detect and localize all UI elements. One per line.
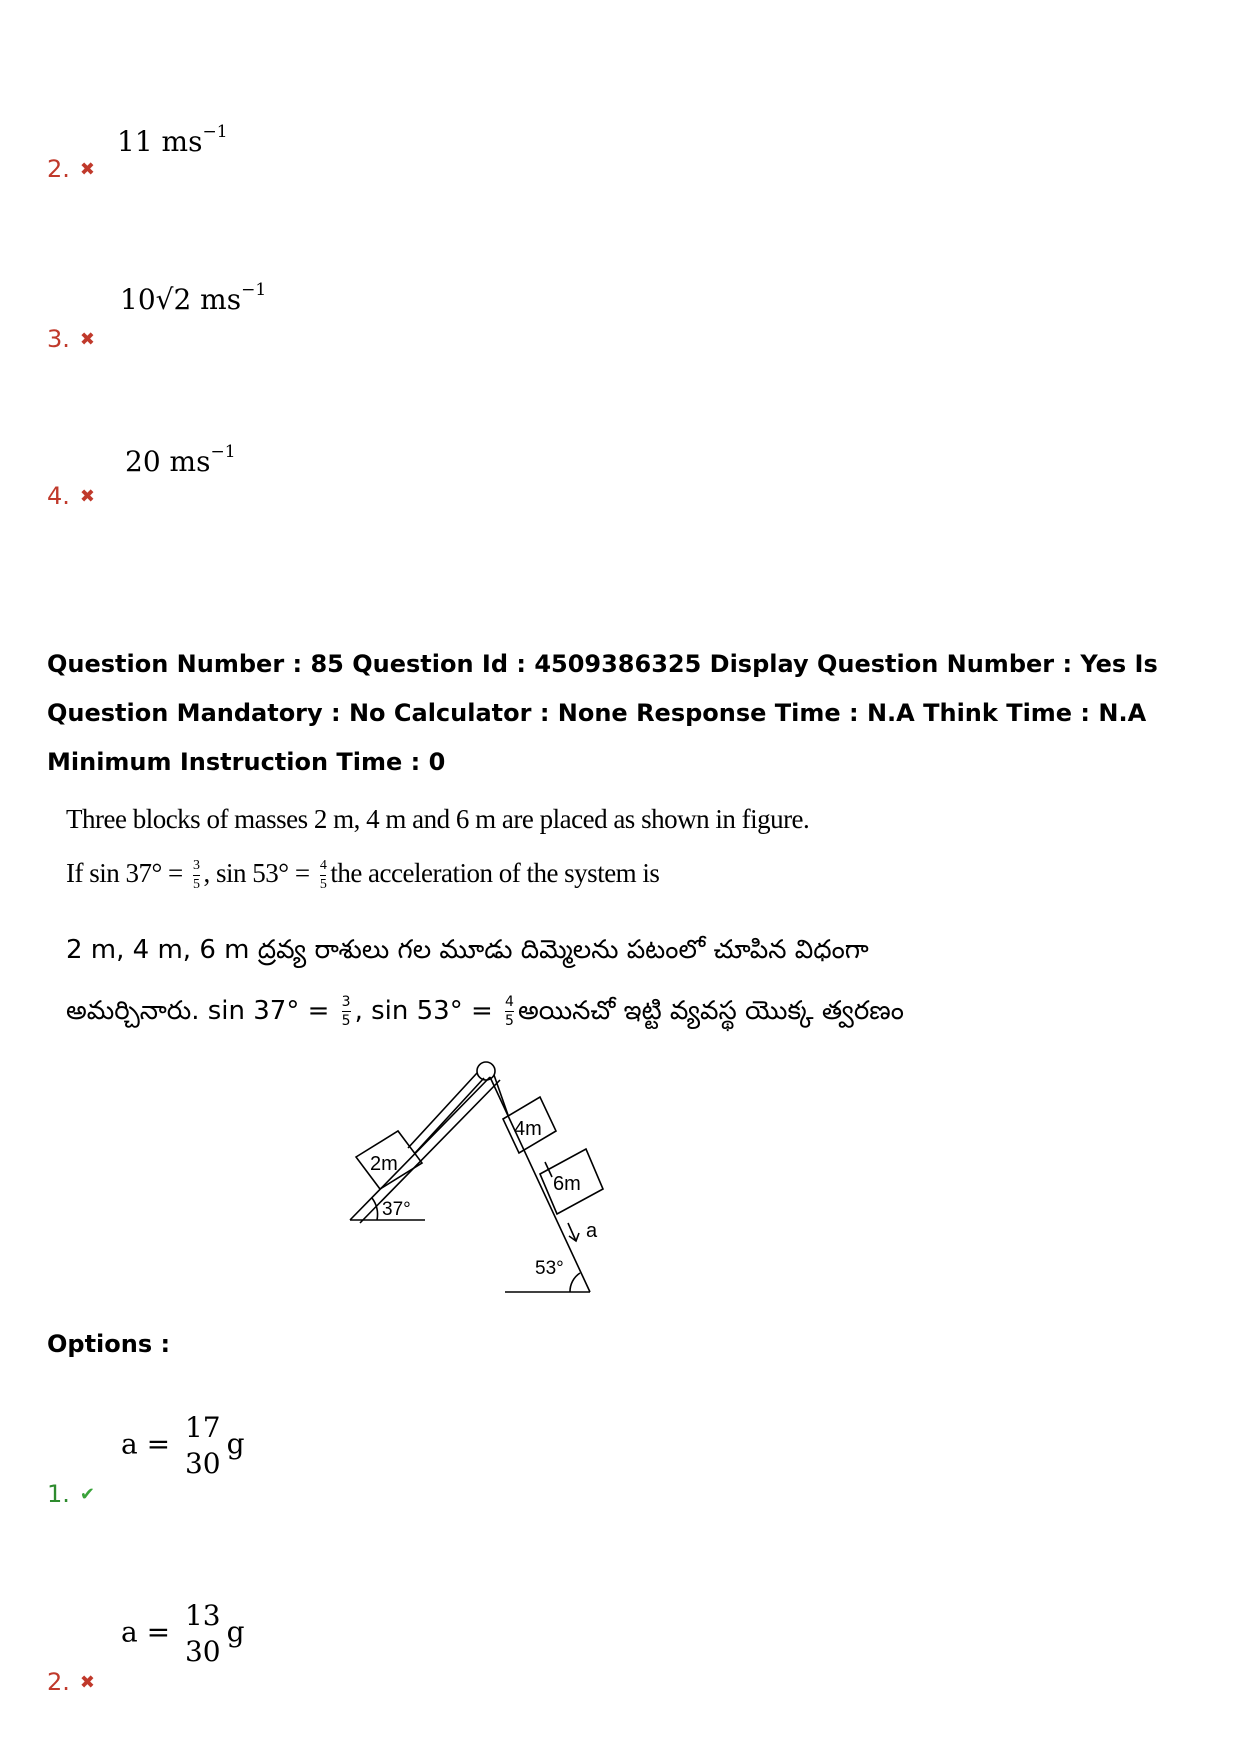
option-number: 3. <box>47 325 70 353</box>
question-line-2: If sin 37° = $\frac{3}{5}$ , sin 53° = $\frac{4}{5}$ the acceleration of the system is <box>66 858 660 893</box>
option-number: 1. <box>47 1480 70 1508</box>
prev-option-2 <box>47 155 95 183</box>
question-telugu-line-2: అమర్చినారు. sin 37° = $\frac{3}{5}$ , sin 53° = $\frac{4}{5}$ అయినచో ఇట్టి వ్యవస్థ యొక్క త్వరణం <box>66 994 904 1029</box>
prev-option-4 <box>47 482 95 510</box>
inclined-planes-figure <box>340 1055 620 1305</box>
option-number: 2. <box>47 1668 70 1696</box>
string-left-2 <box>415 1078 484 1153</box>
fraction-4-5: $\frac{4}{5}$ <box>319 858 327 893</box>
option-1-fraction: 17 30 <box>184 1411 221 1480</box>
option-number: 4. <box>47 482 70 510</box>
options-label: Options : <box>47 1330 171 1358</box>
label-2m: 2m <box>370 1153 398 1175</box>
option-2 <box>47 1668 95 1696</box>
incline-left-back <box>360 1080 500 1223</box>
angle-arc-right <box>570 1273 580 1292</box>
prev-option-4-value: 20 $ms^{-1}$ <box>125 442 236 478</box>
fraction-3-5-telugu: $\frac{3}{5}$ <box>341 994 351 1029</box>
label-53: 53° <box>535 1258 564 1279</box>
question-meta: Question Number : 85 Question Id : 4509386325 Display Question Number : Yes Is Question Mandatory : No Calculator : None Response Time : N.A Think Time : N.A Minimum Instruction Time : 0 <box>47 650 1158 776</box>
fraction-3-5: $\frac{3}{5}$ <box>193 858 200 893</box>
fraction-4-5-telugu: $\frac{4}{5}$ <box>505 994 514 1029</box>
string-right <box>494 1075 508 1115</box>
prev-option-3-value: 10√2 $ms^{-1}$ <box>120 280 267 316</box>
cross-icon: ✖ <box>79 159 95 180</box>
question-telugu-line-1: 2 m, 4 m, 6 m ద్రవ్య రాశులు గల మూడు దిమ్మెలను పటంలో చూపిన విధంగా <box>66 935 869 965</box>
cross-icon: ✖ <box>79 329 95 350</box>
label-6m: 6m <box>553 1173 581 1195</box>
check-icon: ✔ <box>79 1484 95 1505</box>
label-a: a <box>586 1220 598 1242</box>
label-37: 37° <box>382 1199 411 1220</box>
option-1 <box>47 1480 95 1508</box>
option-2-value: a = 13 30 g <box>121 1599 245 1668</box>
label-4m: 4m <box>514 1118 542 1140</box>
prev-option-3 <box>47 325 95 353</box>
option-number: 2. <box>47 155 70 183</box>
cross-icon: ✖ <box>79 486 95 507</box>
string-left <box>408 1073 477 1148</box>
option-2-fraction: 13 30 <box>184 1599 221 1668</box>
prev-option-2-value: 11 $ms^{-1}$ <box>117 122 228 158</box>
question-line-1: Three blocks of masses 2 m, 4 m and 6 m are placed as shown in figure. <box>66 804 810 834</box>
option-1-value: a = 17 30 g <box>121 1411 245 1480</box>
pulley <box>477 1062 495 1080</box>
cross-icon: ✖ <box>79 1672 95 1693</box>
